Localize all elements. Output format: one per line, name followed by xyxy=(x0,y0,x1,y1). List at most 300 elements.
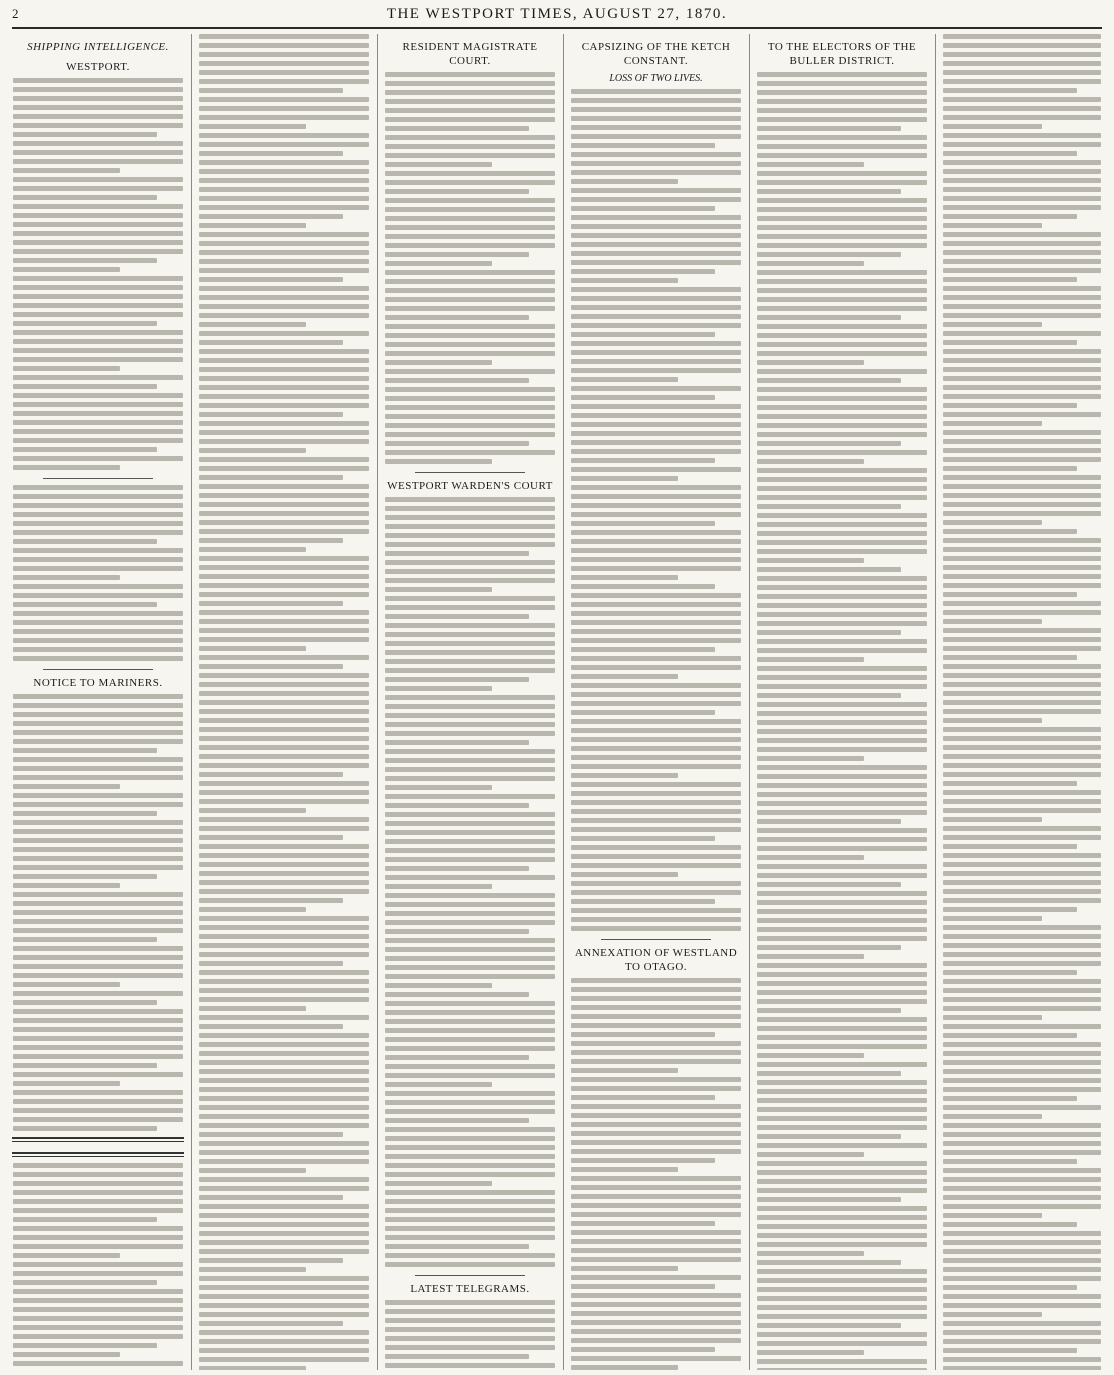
text-line xyxy=(571,98,741,103)
text-line xyxy=(13,748,157,753)
text-line xyxy=(385,1235,555,1240)
text-line xyxy=(943,700,1101,705)
text-line xyxy=(385,1064,555,1069)
text-line xyxy=(199,889,369,894)
text-line xyxy=(385,1208,555,1213)
text-line xyxy=(571,1176,741,1181)
text-line xyxy=(13,78,183,83)
text-line xyxy=(757,594,927,599)
text-line xyxy=(385,1309,555,1314)
text-line xyxy=(943,1078,1101,1083)
text-line xyxy=(199,736,369,741)
text-line xyxy=(199,1051,369,1056)
text-line xyxy=(13,784,120,789)
text-line xyxy=(13,366,120,371)
text-line xyxy=(199,1168,306,1173)
text-line xyxy=(385,686,492,691)
text-line xyxy=(943,412,1101,417)
text-line xyxy=(199,538,343,543)
text-line xyxy=(943,691,1101,696)
text-line xyxy=(13,656,183,661)
text-line xyxy=(13,177,183,182)
text-line xyxy=(757,855,864,860)
text-line xyxy=(199,754,369,759)
text-line xyxy=(13,512,183,517)
text-line xyxy=(943,295,1101,300)
text-line xyxy=(385,506,555,511)
text-line xyxy=(13,928,183,933)
text-line xyxy=(757,504,901,509)
text-line xyxy=(199,871,369,876)
text-line xyxy=(13,892,183,897)
text-line xyxy=(385,1100,555,1105)
text-line xyxy=(943,1177,1101,1182)
text-line xyxy=(757,819,901,824)
text-line xyxy=(13,1190,183,1195)
text-line xyxy=(571,1356,741,1361)
text-line xyxy=(385,650,555,655)
text-line xyxy=(13,276,183,281)
text-line xyxy=(385,1082,492,1087)
text-line xyxy=(199,709,369,714)
text-line xyxy=(757,1044,927,1049)
text-line xyxy=(571,593,741,598)
text-line xyxy=(385,848,555,853)
text-line xyxy=(385,875,555,880)
text-line xyxy=(943,835,1101,840)
text-line xyxy=(199,52,369,57)
text-line xyxy=(13,150,183,155)
text-line xyxy=(571,692,741,697)
text-line xyxy=(571,188,741,193)
text-line xyxy=(385,216,555,221)
text-line xyxy=(199,277,343,282)
text-line xyxy=(571,1221,715,1226)
text-line xyxy=(199,394,369,399)
text-line xyxy=(757,495,927,500)
text-line xyxy=(13,96,183,101)
text-line xyxy=(943,430,1101,435)
text-line xyxy=(385,261,492,266)
text-line xyxy=(757,1053,864,1058)
text-line xyxy=(757,882,901,887)
text-line xyxy=(199,790,369,795)
text-line xyxy=(571,359,741,364)
westport-heading: WESTPORT. xyxy=(66,61,130,73)
text-line xyxy=(943,844,1077,849)
text-block xyxy=(198,1078,370,1370)
text-line xyxy=(13,602,157,607)
text-line xyxy=(757,378,901,383)
column-rule xyxy=(935,34,936,1370)
text-line xyxy=(571,260,741,265)
text-line xyxy=(757,1017,927,1022)
text-line xyxy=(199,1177,369,1182)
text-line xyxy=(385,405,555,410)
text-line xyxy=(571,125,741,130)
text-line xyxy=(385,423,555,428)
text-line xyxy=(13,330,183,335)
text-line xyxy=(385,198,555,203)
text-line xyxy=(385,731,555,736)
text-line xyxy=(571,647,715,652)
text-line xyxy=(199,412,343,417)
text-line xyxy=(757,927,927,932)
text-line xyxy=(757,441,901,446)
text-line xyxy=(757,270,927,275)
text-line xyxy=(385,144,555,149)
text-line xyxy=(757,315,901,320)
text-line xyxy=(13,539,157,544)
text-line xyxy=(13,802,183,807)
text-line xyxy=(571,764,741,769)
text-line xyxy=(757,162,864,167)
text-line xyxy=(199,79,369,84)
text-block xyxy=(198,34,370,354)
text-line xyxy=(571,719,741,724)
text-line xyxy=(757,972,927,977)
text-line xyxy=(757,306,927,311)
text-line xyxy=(757,1008,901,1013)
text-line xyxy=(13,575,120,580)
text-line xyxy=(757,387,927,392)
text-line xyxy=(943,1339,1101,1344)
text-line xyxy=(943,115,1101,120)
text-line xyxy=(571,926,741,931)
text-line xyxy=(571,215,741,220)
text-line xyxy=(757,837,927,842)
text-line xyxy=(943,1096,1077,1101)
text-line xyxy=(571,1230,741,1235)
text-line xyxy=(199,1114,369,1119)
text-line xyxy=(199,232,369,237)
text-line xyxy=(943,304,1101,309)
text-line xyxy=(13,593,183,598)
text-line xyxy=(943,907,1077,912)
text-line xyxy=(13,865,183,870)
text-line xyxy=(757,180,927,185)
text-line xyxy=(571,1059,741,1064)
text-line xyxy=(571,1077,741,1082)
text-line xyxy=(199,1267,306,1272)
text-line xyxy=(757,324,927,329)
text-line xyxy=(943,547,1101,552)
text-line xyxy=(943,574,1101,579)
text-line xyxy=(571,1266,678,1271)
text-line xyxy=(199,295,369,300)
text-line xyxy=(571,323,741,328)
text-line xyxy=(199,880,369,885)
text-line xyxy=(757,864,927,869)
text-line xyxy=(199,160,369,165)
text-line xyxy=(757,1062,927,1067)
text-line xyxy=(13,1126,157,1131)
text-line xyxy=(943,97,1101,102)
text-line xyxy=(385,587,492,592)
text-line xyxy=(757,1341,927,1346)
text-line xyxy=(943,403,1077,408)
text-line xyxy=(385,1145,555,1150)
text-line xyxy=(571,368,741,373)
text-line xyxy=(199,1096,369,1101)
text-line xyxy=(943,853,1101,858)
text-line xyxy=(199,781,369,786)
text-line xyxy=(199,448,306,453)
text-line xyxy=(13,195,157,200)
text-line xyxy=(13,955,183,960)
text-line xyxy=(757,513,927,518)
text-line xyxy=(199,853,369,858)
text-line xyxy=(943,655,1077,660)
text-line xyxy=(13,1244,183,1249)
text-line xyxy=(199,223,306,228)
text-line xyxy=(571,656,741,661)
text-line xyxy=(571,602,741,607)
text-block xyxy=(570,89,742,931)
text-line xyxy=(571,728,741,733)
text-line xyxy=(757,1161,927,1166)
text-block xyxy=(198,358,370,714)
columns xyxy=(12,34,1102,1370)
text-line xyxy=(757,423,927,428)
text-line xyxy=(943,268,1101,273)
text-line xyxy=(571,179,678,184)
text-line xyxy=(13,757,183,762)
text-line xyxy=(199,961,343,966)
column-2 xyxy=(198,34,370,1370)
text-line xyxy=(571,494,741,499)
text-line xyxy=(199,439,369,444)
text-line xyxy=(13,1298,183,1303)
text-line xyxy=(943,637,1101,642)
text-line xyxy=(571,278,678,283)
text-line xyxy=(199,349,369,354)
masthead-title: THE WESTPORT TIMES, AUGUST 27, 1870. xyxy=(386,6,728,22)
text-line xyxy=(385,983,492,988)
text-line xyxy=(385,533,555,538)
text-line xyxy=(571,1086,741,1091)
text-line xyxy=(943,727,1101,732)
text-line xyxy=(943,565,1101,570)
text-line xyxy=(199,1294,369,1299)
text-line xyxy=(943,880,1101,885)
text-line xyxy=(757,576,927,581)
text-line xyxy=(13,883,120,888)
text-line xyxy=(385,378,529,383)
text-line xyxy=(757,783,927,788)
text-line xyxy=(571,737,741,742)
text-line xyxy=(385,866,529,871)
text-line xyxy=(13,1199,183,1204)
text-line xyxy=(943,187,1101,192)
text-line xyxy=(385,1354,529,1359)
text-line xyxy=(199,583,369,588)
text-line xyxy=(757,1125,927,1130)
text-line xyxy=(385,72,555,77)
text-line xyxy=(13,303,183,308)
text-line xyxy=(943,160,1101,165)
text-line xyxy=(943,367,1101,372)
text-line xyxy=(757,1287,927,1292)
text-line xyxy=(571,1095,715,1100)
text-line xyxy=(943,484,1101,489)
text-line xyxy=(943,448,1101,453)
text-line xyxy=(199,952,369,957)
text-line xyxy=(757,720,927,725)
text-line xyxy=(385,1001,555,1006)
text-line xyxy=(571,512,741,517)
text-line xyxy=(385,578,555,583)
text-line xyxy=(385,767,555,772)
text-line xyxy=(199,34,369,39)
text-line xyxy=(943,1285,1077,1290)
text-block xyxy=(12,485,184,661)
text-line xyxy=(571,89,741,94)
text-line xyxy=(571,1005,741,1010)
text-line xyxy=(943,592,1077,597)
text-line xyxy=(385,524,555,529)
text-line xyxy=(385,189,529,194)
text-line xyxy=(757,1278,927,1283)
text-line xyxy=(571,674,678,679)
text-line xyxy=(943,1258,1101,1263)
text-line xyxy=(943,1069,1101,1074)
text-line xyxy=(385,938,555,943)
text-line xyxy=(571,1185,741,1190)
text-line xyxy=(199,682,369,687)
text-line xyxy=(571,1068,678,1073)
text-line xyxy=(385,515,555,520)
text-line xyxy=(385,605,555,610)
text-block xyxy=(756,72,928,1370)
text-line xyxy=(757,1206,927,1211)
text-line xyxy=(385,297,555,302)
text-line xyxy=(757,549,927,554)
text-line xyxy=(385,911,555,916)
text-line xyxy=(757,990,927,995)
text-line xyxy=(199,340,343,345)
text-line xyxy=(13,267,120,272)
text-line xyxy=(571,341,741,346)
text-line xyxy=(13,730,183,735)
text-line xyxy=(943,1249,1101,1254)
text-block xyxy=(384,72,556,464)
text-line xyxy=(943,898,1101,903)
text-line xyxy=(757,1215,927,1220)
text-line xyxy=(943,619,1042,624)
text-line xyxy=(571,143,715,148)
text-line xyxy=(571,917,741,922)
text-line xyxy=(385,821,555,826)
text-line xyxy=(13,1343,157,1348)
text-line xyxy=(757,1251,864,1256)
text-line xyxy=(13,638,183,643)
text-line xyxy=(199,61,369,66)
text-line xyxy=(757,225,927,230)
text-line xyxy=(199,43,369,48)
text-line xyxy=(943,1186,1101,1191)
text-line xyxy=(385,884,492,889)
text-line xyxy=(943,1051,1101,1056)
text-line xyxy=(385,668,555,673)
text-line xyxy=(13,1172,183,1177)
text-line xyxy=(943,133,1101,138)
text-line xyxy=(757,522,927,527)
text-line xyxy=(757,1107,927,1112)
text-line xyxy=(943,673,1101,678)
text-line xyxy=(385,794,555,799)
text-line xyxy=(571,1158,715,1163)
text-line xyxy=(385,432,555,437)
text-line xyxy=(757,567,901,572)
text-line xyxy=(757,1314,927,1319)
text-line xyxy=(13,820,183,825)
text-line xyxy=(199,214,343,219)
text-line xyxy=(13,357,183,362)
text-line xyxy=(571,1338,741,1343)
text-line xyxy=(943,493,1101,498)
text-line xyxy=(199,484,369,489)
text-line xyxy=(199,898,343,903)
text-line xyxy=(385,1046,555,1051)
text-line xyxy=(199,1033,369,1038)
text-line xyxy=(571,566,741,571)
text-line xyxy=(13,494,183,499)
text-line xyxy=(385,1118,529,1123)
text-line xyxy=(571,987,741,992)
text-line xyxy=(571,1149,741,1154)
text-line xyxy=(757,648,927,653)
text-line xyxy=(199,997,369,1002)
text-line xyxy=(757,360,864,365)
column-rule xyxy=(191,34,192,1370)
text-line xyxy=(757,153,927,158)
text-line xyxy=(571,1284,715,1289)
text-line xyxy=(385,920,555,925)
text-line xyxy=(13,1208,183,1213)
text-line xyxy=(943,718,1042,723)
text-line xyxy=(571,458,715,463)
text-line xyxy=(757,414,927,419)
text-line xyxy=(385,225,555,230)
text-line xyxy=(943,781,1077,786)
text-line xyxy=(757,792,927,797)
text-line xyxy=(13,946,183,951)
text-line xyxy=(199,1132,343,1137)
text-line xyxy=(13,721,183,726)
text-line xyxy=(943,214,1077,219)
text-line xyxy=(943,151,1077,156)
text-line xyxy=(13,775,183,780)
column-5 xyxy=(756,34,928,1370)
flag-rule xyxy=(12,1152,184,1157)
text-line xyxy=(757,1134,901,1139)
text-line xyxy=(757,756,864,761)
text-line xyxy=(757,1296,927,1301)
text-line xyxy=(757,117,927,122)
text-line xyxy=(757,342,927,347)
text-line xyxy=(13,973,183,978)
text-line xyxy=(943,790,1101,795)
text-line xyxy=(13,485,183,490)
text-line xyxy=(13,584,183,589)
text-line xyxy=(13,793,183,798)
text-line xyxy=(757,1224,927,1229)
text-line xyxy=(943,763,1101,768)
text-line xyxy=(13,838,183,843)
shipping-heading: SHIPPING INTELLIGENCE. xyxy=(27,41,169,53)
text-line xyxy=(385,749,555,754)
